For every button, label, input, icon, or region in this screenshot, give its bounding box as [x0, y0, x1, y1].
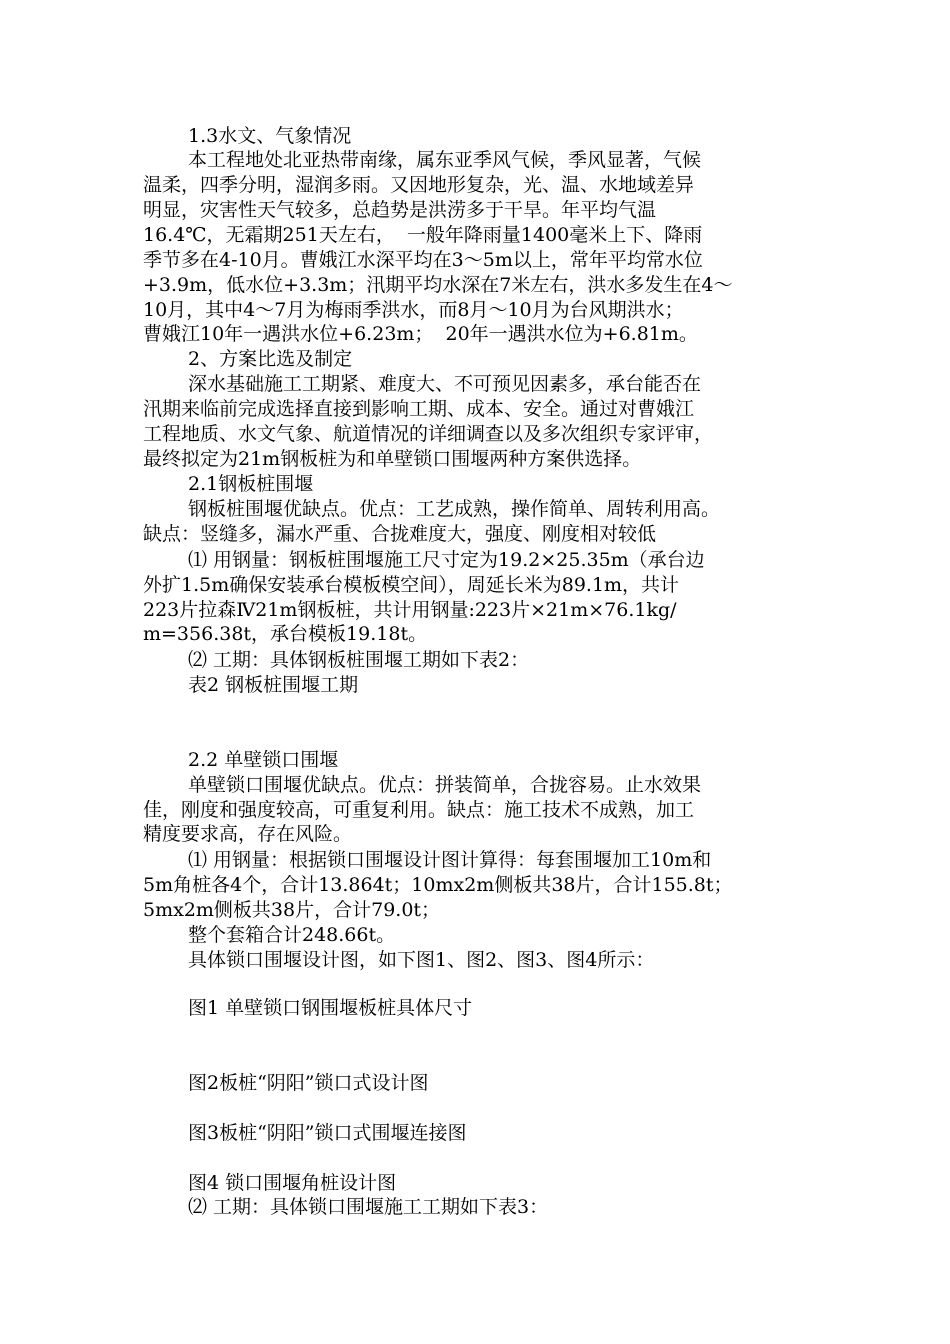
- text-line: 2.2 单壁锁口围堰: [188, 749, 339, 771]
- text-line: +3.9m，低水位+3.3m；汛期平均水深在7米左右，洪水多发生在4～: [143, 274, 733, 296]
- text-line: 佳，刚度和强度较高，可重复利用。缺点：施工技术不成熟，加工: [143, 799, 695, 821]
- text-line: m=356.38t，承台模板19.18t。: [143, 623, 428, 645]
- text-line: 深水基础施工工期紧、难度大、不可预见因素多，承台能否在: [188, 373, 702, 395]
- text-line: 图4 锁口围堰角桩设计图: [188, 1172, 397, 1194]
- text-line: 精度要求高，存在风险。: [143, 823, 353, 845]
- text-line: 工程地质、水文气象、航道情况的详细调查以及多次组织专家评审，: [143, 423, 714, 445]
- text-line: 钢板桩围堰优缺点。优点：工艺成熟，操作简单、周转利用高。: [188, 498, 721, 520]
- text-line: 整个套箱合计248.66t。: [188, 924, 396, 946]
- text-line: 16.4℃，无霜期251天左右， 一般年降雨量1400毫米上下、降雨: [143, 224, 703, 246]
- text-line: 2、方案比选及制定: [188, 348, 353, 370]
- text-line: 图1 单壁锁口钢围堰板桩具体尺寸: [188, 997, 473, 1019]
- text-line: 10月，其中4～7月为梅雨季洪水，而8月～10月为台风期洪水；: [143, 299, 684, 321]
- text-line: 汛期来临前完成选择直接到影响工期、成本、安全。通过对曹娥江: [143, 398, 695, 420]
- text-line: ⑵ 工期：具体锁口围堰施工工期如下表3：: [188, 1196, 549, 1218]
- text-line: 缺点：竖缝多，漏水严重、合拢难度大，强度、刚度相对较低: [143, 523, 657, 545]
- text-line: 图2板桩“阴阳”锁口式设计图: [188, 1072, 429, 1094]
- text-line: ⑴ 用钢量：钢板桩围堰施工尺寸定为19.2×25.35m（承台边: [188, 549, 705, 571]
- text-line: 明显，灾害性天气较多，总趋势是洪涝多于干旱。年平均气温: [143, 199, 657, 221]
- text-line: 1.3水文、气象情况: [188, 125, 352, 147]
- text-line: 温柔，四季分明，湿润多雨。又因地形复杂，光、温、水地域差异: [143, 174, 695, 196]
- text-line: 外扩1.5m确保安装承台模板模空间），周延长米为89.1m，共计: [143, 574, 680, 596]
- text-line: 2.1钢板桩围堰: [188, 473, 314, 495]
- text-line: 表2 钢板桩围堰工期: [188, 674, 359, 696]
- text-line: ⑵ 工期：具体钢板桩围堰工期如下表2：: [188, 649, 530, 671]
- text-line: 5mx2m侧板共38片，合计79.0t；: [143, 899, 441, 921]
- text-line: 5m角桩各4个，合计13.864t；10mx2m侧板共38片，合计155.8t；: [143, 874, 733, 896]
- text-line: 具体锁口围堰设计图，如下图1、图2、图3、图4所示：: [188, 949, 655, 971]
- text-line: 曹娥江10年一遇洪水位+6.23m； 20年一遇洪水位为+6.81m。: [143, 323, 698, 345]
- text-line: ⑴ 用钢量：根据锁口围堰设计图计算得：每套围堰加工10m和: [188, 849, 712, 871]
- text-line: 季节多在4-10月。曹娥江水深平均在3～5m以上，常年平均常水位: [143, 249, 703, 271]
- text-line: 单壁锁口围堰优缺点。优点：拼装简单，合拢容易。止水效果: [188, 774, 702, 796]
- text-line: 本工程地处北亚热带南缘，属东亚季风气候，季风显著，气候: [188, 149, 702, 171]
- text-line: 223片拉森Ⅳ21m钢板桩，共计用钢量:223片×21m×76.1kg/: [143, 599, 677, 621]
- text-line: 最终拟定为21m钢板桩为和单壁锁口围堰两种方案供选择。: [143, 448, 642, 470]
- text-line: 图3板桩“阴阳”锁口式围堰连接图: [188, 1122, 467, 1144]
